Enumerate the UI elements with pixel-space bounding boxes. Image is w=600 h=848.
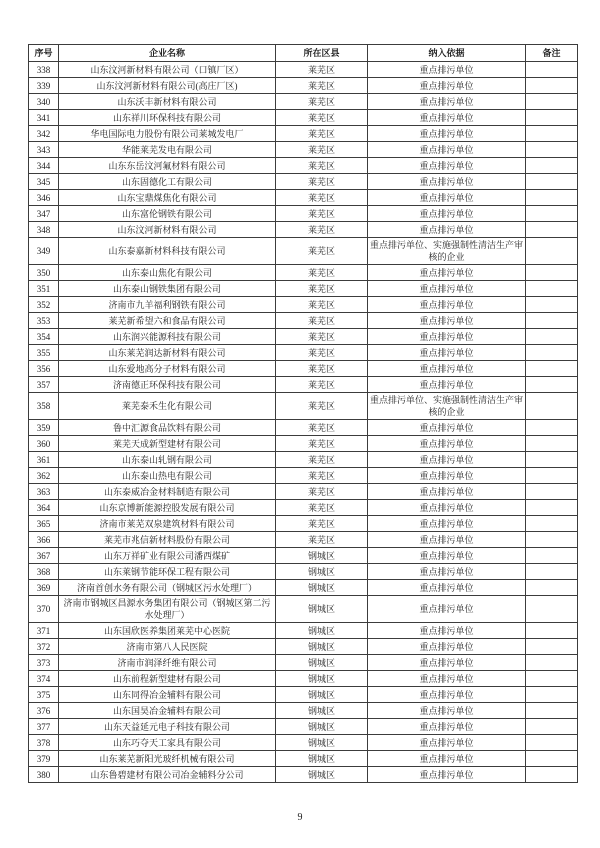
cell-basis: 重点排污单位 [368,265,526,281]
cell-company-name: 山东泰山焦化有限公司 [59,265,276,281]
table-row [29,158,578,174]
cell-company-name: 山东莱芜新阳光玻纤机械有限公司 [59,751,276,767]
cell-basis: 重点排污单位 [368,580,526,596]
cell-company-name: 山东爱地高分子材料有限公司 [59,361,276,377]
cell-remark [526,420,578,436]
cell-company-name: 山东泰山钢铁集团有限公司 [59,281,276,297]
cell-serial: 374 [29,671,59,687]
table-row [29,516,578,532]
table-row [29,281,578,297]
cell-serial: 355 [29,345,59,361]
cell-remark [526,484,578,500]
cell-basis: 重点排污单位 [368,655,526,671]
table-row [29,548,578,564]
cell-serial: 341 [29,110,59,126]
cell-remark [526,564,578,580]
table-row [29,623,578,639]
cell-basis: 重点排污单位 [368,174,526,190]
cell-district: 莱芜区 [276,206,368,222]
cell-serial: 350 [29,265,59,281]
cell-serial: 339 [29,78,59,94]
table-row [29,687,578,703]
cell-company-name: 莱芜新希望六和食品有限公司 [59,313,276,329]
cell-company-name: 山东前程新型建材有限公司 [59,671,276,687]
table-row [29,671,578,687]
cell-district: 钢城区 [276,735,368,751]
cell-district: 莱芜区 [276,110,368,126]
cell-company-name: 莱芜天成新型建材有限公司 [59,436,276,452]
cell-district: 莱芜区 [276,329,368,345]
cell-remark [526,767,578,783]
cell-remark [526,110,578,126]
cell-company-name: 山东沃丰新材料有限公司 [59,94,276,110]
table-row [29,452,578,468]
header-cell-company: 企业名称 [59,45,276,62]
cell-serial: 357 [29,377,59,393]
table-row [29,436,578,452]
cell-basis: 重点排污单位 [368,500,526,516]
cell-basis: 重点排污单位 [368,62,526,78]
cell-basis: 重点排污单位 [368,596,526,623]
cell-district: 莱芜区 [276,174,368,190]
cell-remark [526,580,578,596]
table-row [29,142,578,158]
table-row [29,484,578,500]
cell-serial: 342 [29,126,59,142]
cell-serial: 338 [29,62,59,78]
cell-company-name: 山东汶河新材料有限公司(高庄厂区) [59,78,276,94]
cell-serial: 370 [29,596,59,623]
table-row [29,174,578,190]
cell-remark [526,623,578,639]
cell-serial: 380 [29,767,59,783]
cell-serial: 377 [29,719,59,735]
table-row [29,468,578,484]
cell-basis: 重点排污单位 [368,671,526,687]
cell-serial: 365 [29,516,59,532]
cell-company-name: 济南市莱芜双泉建筑材料有限公司 [59,516,276,532]
cell-serial: 354 [29,329,59,345]
cell-basis: 重点排污单位 [368,361,526,377]
cell-serial: 344 [29,158,59,174]
cell-company-name: 山东汶河新材料有限公司 [59,222,276,238]
cell-district: 钢城区 [276,580,368,596]
cell-basis: 重点排污单位 [368,687,526,703]
cell-company-name: 山东富伦钢铁有限公司 [59,206,276,222]
cell-district: 钢城区 [276,639,368,655]
cell-remark [526,719,578,735]
header-cell-remark: 备注 [526,45,578,62]
cell-company-name: 山东国欣医养集团莱芜中心医院 [59,623,276,639]
cell-basis: 重点排污单位 [368,484,526,500]
cell-district: 钢城区 [276,671,368,687]
cell-company-name: 山东国昊冶金辅料有限公司 [59,703,276,719]
cell-basis: 重点排污单位 [368,751,526,767]
cell-basis: 重点排污单位 [368,345,526,361]
cell-remark [526,452,578,468]
table-row [29,361,578,377]
cell-basis: 重点排污单位 [368,703,526,719]
table-row [29,564,578,580]
cell-serial: 373 [29,655,59,671]
table-row [29,719,578,735]
table-row [29,297,578,313]
cell-company-name: 济南市九羊福利钢铁有限公司 [59,297,276,313]
table-row [29,190,578,206]
cell-remark [526,393,578,420]
cell-remark [526,671,578,687]
cell-company-name: 济南市钢城区昌源水务集团有限公司（钢城区第二污水处理厂） [59,596,276,623]
cell-remark [526,468,578,484]
cell-district: 莱芜区 [276,468,368,484]
cell-company-name: 山东泰山热电有限公司 [59,468,276,484]
cell-remark [526,94,578,110]
cell-company-name: 山东鲁碧建材有限公司冶金辅料分公司 [59,767,276,783]
cell-remark [526,190,578,206]
cell-district: 莱芜区 [276,94,368,110]
cell-basis: 重点排污单位 [368,142,526,158]
cell-serial: 379 [29,751,59,767]
cell-basis: 重点排污单位 [368,516,526,532]
table-row [29,222,578,238]
cell-remark [526,62,578,78]
table-row [29,580,578,596]
cell-district: 钢城区 [276,687,368,703]
cell-company-name: 莱芜泰禾生化有限公司 [59,393,276,420]
cell-district: 莱芜区 [276,158,368,174]
cell-serial: 369 [29,580,59,596]
cell-remark [526,655,578,671]
cell-district: 莱芜区 [276,62,368,78]
table-row [29,377,578,393]
cell-basis: 重点排污单位 [368,377,526,393]
cell-company-name: 山东同得冶金辅料有限公司 [59,687,276,703]
cell-serial: 347 [29,206,59,222]
cell-remark [526,174,578,190]
cell-basis: 重点排污单位 [368,297,526,313]
cell-basis: 重点排污单位 [368,190,526,206]
cell-district: 莱芜区 [276,265,368,281]
table-row [29,703,578,719]
cell-remark [526,265,578,281]
cell-company-name: 山东润兴能源科技有限公司 [59,329,276,345]
cell-company-name: 山东固德化工有限公司 [59,174,276,190]
table-row [29,767,578,783]
table-body [29,62,578,783]
table-row [29,94,578,110]
cell-district: 钢城区 [276,751,368,767]
cell-district: 钢城区 [276,655,368,671]
cell-district: 钢城区 [276,719,368,735]
table-row [29,735,578,751]
cell-serial: 372 [29,639,59,655]
company-table [28,44,578,783]
cell-basis: 重点排污单位 [368,623,526,639]
cell-remark [526,78,578,94]
cell-serial: 351 [29,281,59,297]
cell-basis: 重点排污单位 [368,436,526,452]
cell-remark [526,532,578,548]
cell-company-name: 山东祥川环保科技有限公司 [59,110,276,126]
cell-remark [526,158,578,174]
cell-remark [526,126,578,142]
cell-remark [526,687,578,703]
cell-district: 莱芜区 [276,361,368,377]
cell-company-name: 鲁中汇源食品饮料有限公司 [59,420,276,436]
cell-district: 莱芜区 [276,452,368,468]
cell-district: 钢城区 [276,564,368,580]
cell-company-name: 山东泰威冶金材料制造有限公司 [59,484,276,500]
cell-company-name: 山东京博新能源控股发展有限公司 [59,500,276,516]
cell-company-name: 山东莱钢节能环保工程有限公司 [59,564,276,580]
cell-basis: 重点排污单位 [368,313,526,329]
cell-remark [526,345,578,361]
cell-basis: 重点排污单位 [368,94,526,110]
cell-company-name: 济南首创水务有限公司（钢城区污水处理厂） [59,580,276,596]
table-row [29,532,578,548]
table-row [29,78,578,94]
cell-serial: 361 [29,452,59,468]
cell-district: 莱芜区 [276,297,368,313]
table-row [29,62,578,78]
cell-company-name: 山东东岳汶河氟材料有限公司 [59,158,276,174]
cell-serial: 343 [29,142,59,158]
cell-serial: 378 [29,735,59,751]
cell-company-name: 山东汶河新材料有限公司（口镇厂区） [59,62,276,78]
cell-company-name: 山东天益延元电子科技有限公司 [59,719,276,735]
cell-serial: 359 [29,420,59,436]
table-row [29,500,578,516]
cell-company-name: 山东泰嘉新材料科技有限公司 [59,238,276,265]
table-header-row [29,45,578,62]
cell-basis: 重点排污单位 [368,420,526,436]
cell-district: 莱芜区 [276,393,368,420]
cell-remark [526,238,578,265]
cell-company-name: 济南市第八人民医院 [59,639,276,655]
cell-basis: 重点排污单位、实施强制性清洁生产审核的企业 [368,238,526,265]
cell-basis: 重点排污单位 [368,532,526,548]
cell-remark [526,222,578,238]
cell-basis: 重点排污单位 [368,110,526,126]
cell-district: 莱芜区 [276,281,368,297]
cell-district: 莱芜区 [276,420,368,436]
cell-remark [526,596,578,623]
cell-district: 钢城区 [276,548,368,564]
cell-remark [526,281,578,297]
cell-serial: 345 [29,174,59,190]
cell-remark [526,329,578,345]
cell-serial: 348 [29,222,59,238]
cell-district: 莱芜区 [276,142,368,158]
table-row [29,110,578,126]
cell-serial: 358 [29,393,59,420]
cell-basis: 重点排污单位 [368,468,526,484]
cell-district: 莱芜区 [276,222,368,238]
cell-serial: 375 [29,687,59,703]
cell-basis: 重点排污单位 [368,639,526,655]
cell-district: 莱芜区 [276,190,368,206]
cell-serial: 364 [29,500,59,516]
cell-company-name: 济南市润泽纤维有限公司 [59,655,276,671]
cell-remark [526,206,578,222]
cell-remark [526,639,578,655]
cell-serial: 366 [29,532,59,548]
cell-remark [526,142,578,158]
cell-district: 莱芜区 [276,436,368,452]
table-row [29,329,578,345]
cell-remark [526,500,578,516]
cell-basis: 重点排污单位 [368,767,526,783]
cell-district: 钢城区 [276,596,368,623]
cell-serial: 353 [29,313,59,329]
cell-basis: 重点排污单位 [368,78,526,94]
cell-basis: 重点排污单位 [368,126,526,142]
cell-basis: 重点排污单位 [368,158,526,174]
cell-company-name: 莱芜市兆信新材料股份有限公司 [59,532,276,548]
cell-company-name: 山东万祥矿业有限公司潘西煤矿 [59,548,276,564]
cell-basis: 重点排污单位 [368,452,526,468]
cell-serial: 356 [29,361,59,377]
cell-serial: 362 [29,468,59,484]
cell-basis: 重点排污单位 [368,329,526,345]
cell-district: 莱芜区 [276,313,368,329]
table-row [29,206,578,222]
cell-company-name: 华能莱芜发电有限公司 [59,142,276,158]
cell-remark [526,313,578,329]
cell-basis: 重点排污单位 [368,206,526,222]
table-row [29,420,578,436]
cell-remark [526,436,578,452]
cell-district: 钢城区 [276,623,368,639]
cell-company-name: 山东宝鼎煤焦化有限公司 [59,190,276,206]
cell-remark [526,703,578,719]
table-row [29,751,578,767]
cell-remark [526,735,578,751]
cell-serial: 367 [29,548,59,564]
cell-serial: 376 [29,703,59,719]
cell-basis: 重点排污单位 [368,222,526,238]
cell-remark [526,361,578,377]
cell-serial: 340 [29,94,59,110]
table-row [29,655,578,671]
cell-district: 莱芜区 [276,500,368,516]
cell-district: 莱芜区 [276,126,368,142]
cell-remark [526,751,578,767]
cell-basis: 重点排污单位 [368,564,526,580]
header-cell-basis: 纳入依据 [368,45,526,62]
cell-serial: 360 [29,436,59,452]
header-cell-serial: 序号 [29,45,59,62]
cell-district: 莱芜区 [276,345,368,361]
table-row [29,265,578,281]
cell-district: 莱芜区 [276,238,368,265]
header-cell-district: 所在区县 [276,45,368,62]
cell-company-name: 济南德正环保科技有限公司 [59,377,276,393]
cell-company-name: 山东巧夺天工家具有限公司 [59,735,276,751]
cell-basis: 重点排污单位 [368,548,526,564]
cell-basis: 重点排污单位 [368,719,526,735]
cell-company-name: 山东莱芜润达新材料有限公司 [59,345,276,361]
table-row [29,345,578,361]
cell-remark [526,548,578,564]
cell-basis: 重点排污单位 [368,281,526,297]
cell-remark [526,297,578,313]
cell-serial: 352 [29,297,59,313]
cell-district: 莱芜区 [276,532,368,548]
cell-remark [526,377,578,393]
table-row [29,238,578,265]
cell-serial: 363 [29,484,59,500]
cell-serial: 346 [29,190,59,206]
table-row [29,126,578,142]
cell-district: 莱芜区 [276,78,368,94]
cell-district: 钢城区 [276,703,368,719]
page-number: 9 [297,812,303,823]
cell-district: 莱芜区 [276,516,368,532]
table-row [29,596,578,623]
cell-basis: 重点排污单位 [368,735,526,751]
table-row [29,313,578,329]
table-row [29,639,578,655]
cell-serial: 371 [29,623,59,639]
cell-district: 钢城区 [276,767,368,783]
cell-basis: 重点排污单位、实施强制性清洁生产审核的企业 [368,393,526,420]
cell-district: 莱芜区 [276,377,368,393]
table-row [29,393,578,420]
cell-serial: 349 [29,238,59,265]
cell-district: 莱芜区 [276,484,368,500]
cell-company-name: 山东泰山轧钢有限公司 [59,452,276,468]
cell-serial: 368 [29,564,59,580]
cell-remark [526,516,578,532]
cell-company-name: 华电国际电力股份有限公司莱城发电厂 [59,126,276,142]
